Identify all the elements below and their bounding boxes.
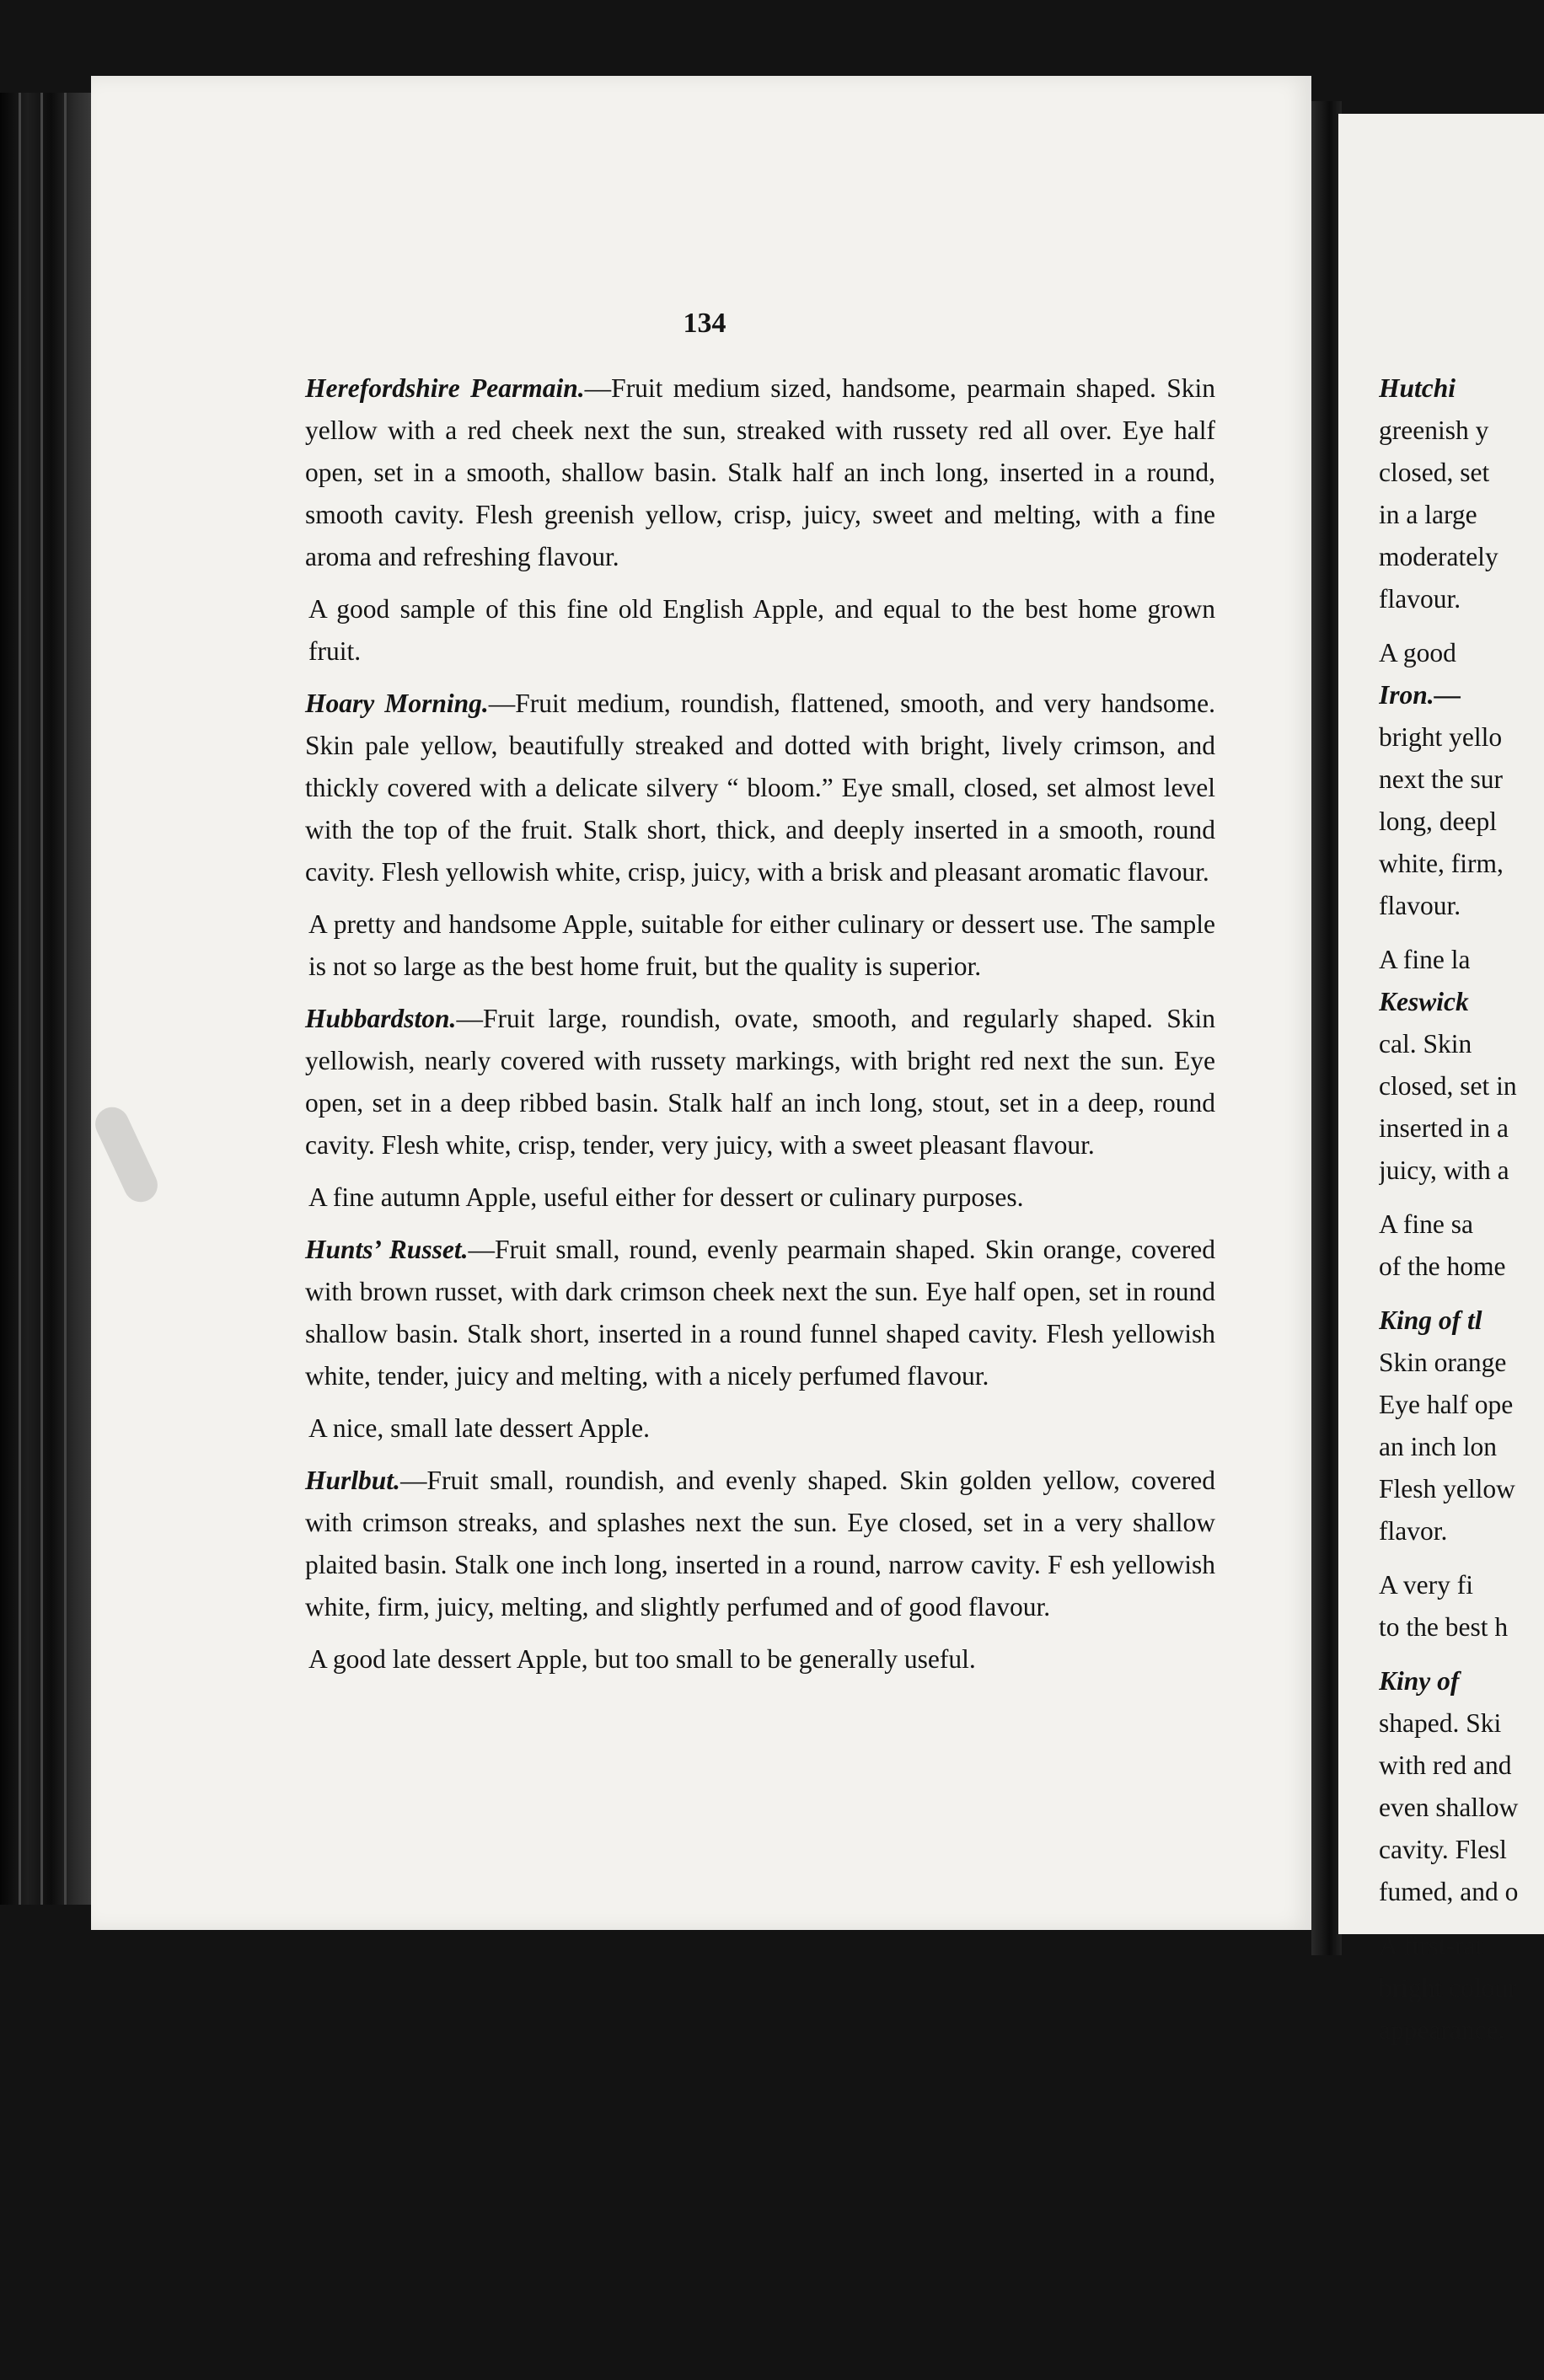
variety-description: —Fruit small, roundish, and evenly shaped. Skin golden yellow, covered with crimson streaks, and splashes next the sun. Eye closed, set in a very shallow plaited basin. Stalk one inch long, inserted in a round, narrow cavity. F esh yellowish white, firm, juicy, melting, and slightly perfumed and of good flavour. (305, 1466, 1215, 1622)
variety-name: Hoary Morning. (305, 689, 489, 718)
entry-paragraph (305, 998, 1215, 1166)
right-page-line: fumed, and o (1379, 1877, 1519, 1906)
line-gap (1379, 927, 1544, 939)
right-page-line: an inch lon (1379, 1432, 1497, 1461)
variety-description: —Fruit small, round, evenly pearmain shaped. Skin orange, covered with brown russet, with dark crimson cheek next the sun. Eye half open, set in round shallow basin. Stalk short, inserted in a round funnel shaped cavity. Flesh yellowish white, tender, juicy and melting, with a nicely perfumed flavour. (305, 1235, 1215, 1391)
right-page-line: to the best h (1379, 1612, 1509, 1642)
variety-note: A pretty and handsome Apple, suitable for either culinary or dessert use. The sample is not so large as the best home fruit, but the quality is superior. (308, 909, 1215, 981)
right-page-line: appearance. (1379, 2015, 1505, 2045)
right-page-line: in a large (1379, 500, 1477, 529)
right-page-line: greenish y (1379, 415, 1489, 445)
right-page-line: Skin orange (1379, 1348, 1507, 1377)
line-gap (1379, 1288, 1544, 1300)
variety-note: A nice, small late dessert Apple. (308, 1413, 651, 1443)
right-page-line: Flesh yellow (1379, 1474, 1515, 1504)
right-page-line: Hutchi (1379, 373, 1456, 403)
right-page-line: juicy, with a (1379, 1155, 1509, 1185)
entry-paragraph (305, 683, 1215, 893)
right-page-text (1379, 367, 1544, 2051)
variety-note: A fine autumn Apple, useful either for dessert or culinary purposes. (308, 1182, 1024, 1212)
line-gap (1379, 1913, 1544, 1925)
right-page-line: flavor. (1379, 1516, 1448, 1546)
right-page-line: A very fi (1379, 1570, 1473, 1600)
page-gutter (1311, 101, 1342, 1955)
right-page-line: bright colour (1379, 1973, 1517, 2002)
line-gap (1379, 1192, 1544, 1203)
right-page-line: cavity. Flesl (1379, 1835, 1507, 1864)
right-page-line: inserted in a (1379, 1113, 1509, 1143)
variety-note: A good sample of this fine old English Apple, and equal to the best home grown fruit. (308, 594, 1215, 666)
right-page-line: closed, set in (1379, 1071, 1517, 1101)
variety-description: —Fruit medium sized, handsome, pearmain shaped. Skin yellow with a red cheek next the sun, streaked with russety red all over. Eye half open, set in a smooth, shallow basin. Stalk half an inch long, inserted in a round, smooth cavity. Flesh greenish yellow, crisp, juicy, sweet and melting, with a fine aroma and refreshing flavour. (305, 373, 1215, 571)
entry-paragraph (305, 1229, 1215, 1397)
variety-name: Hubbardston. (305, 1004, 457, 1033)
right-page-line: even shallow (1379, 1793, 1519, 1822)
right-page-line: long, deepl (1379, 807, 1497, 836)
variety-name: Herefordshire Pearmain. (305, 373, 585, 403)
line-gap (1379, 1648, 1544, 1660)
right-page-line: with red and (1379, 1750, 1512, 1780)
right-page-line: A fine la (1379, 945, 1471, 974)
line-gap (1379, 1552, 1544, 1564)
variety-note: A good late dessert Apple, but too small to be generally useful. (308, 1644, 976, 1674)
variety-description: —Fruit large, roundish, ovate, smooth, and regularly shaped. Skin yellowish, nearly covered with russety markings, with bright red next the sun. Eye open, set in a deep ribbed basin. Stalk half an inch long, stout, set in a deep, round cavity. Flesh white, crisp, tender, very juicy, with a sweet pleasant flavour. (305, 1004, 1215, 1160)
right-page-line: of the home (1379, 1252, 1506, 1281)
book-binding (0, 93, 93, 1905)
right-page-line: Iron.— (1379, 680, 1461, 710)
right-page-line: bright yello (1379, 722, 1503, 752)
right-page-line: closed, set (1379, 458, 1490, 487)
right-page-line: A good (1379, 638, 1456, 667)
right-page-line: King of tl (1379, 1305, 1482, 1335)
apple-descriptions (305, 367, 1215, 1691)
entry-paragraph (305, 1460, 1215, 1628)
right-page-line: flavour. (1379, 584, 1461, 614)
variety-name: Hurlbut. (305, 1466, 400, 1495)
right-page-line: Keswick (1379, 987, 1469, 1016)
right-page-line: A fine sa (1379, 1209, 1473, 1239)
right-page-line: shaped. Ski (1379, 1708, 1502, 1738)
right-page-line: A first-rat (1379, 1931, 1483, 1960)
variety-name: Hunts’ Russet. (305, 1235, 469, 1264)
right-page-line: flavour. (1379, 891, 1461, 920)
right-page-line: Eye half ope (1379, 1390, 1514, 1419)
right-page-line: cal. Skin (1379, 1029, 1472, 1059)
page-number: 134 (683, 308, 726, 339)
line-gap (1379, 620, 1544, 632)
entry-paragraph (305, 367, 1215, 578)
right-page-line: next the sur (1379, 764, 1503, 794)
right-page-line: white, firm, (1379, 849, 1504, 878)
variety-description: —Fruit medium, roundish, flattened, smooth, and very handsome. Skin pale yellow, beautifully streaked and dotted with bright, lively crimson, and thickly covered with a delicate silvery “ bloom.” Eye small, closed, set almost level with the top of the fruit. Stalk short, thick, and deeply inserted in a smooth, round cavity. Flesh yellowish white, crisp, juicy, with a brisk and pleasant aromatic flavour. (305, 689, 1215, 887)
right-page-line: moderately (1379, 542, 1498, 571)
right-page-line: Kiny of (1379, 1666, 1460, 1696)
